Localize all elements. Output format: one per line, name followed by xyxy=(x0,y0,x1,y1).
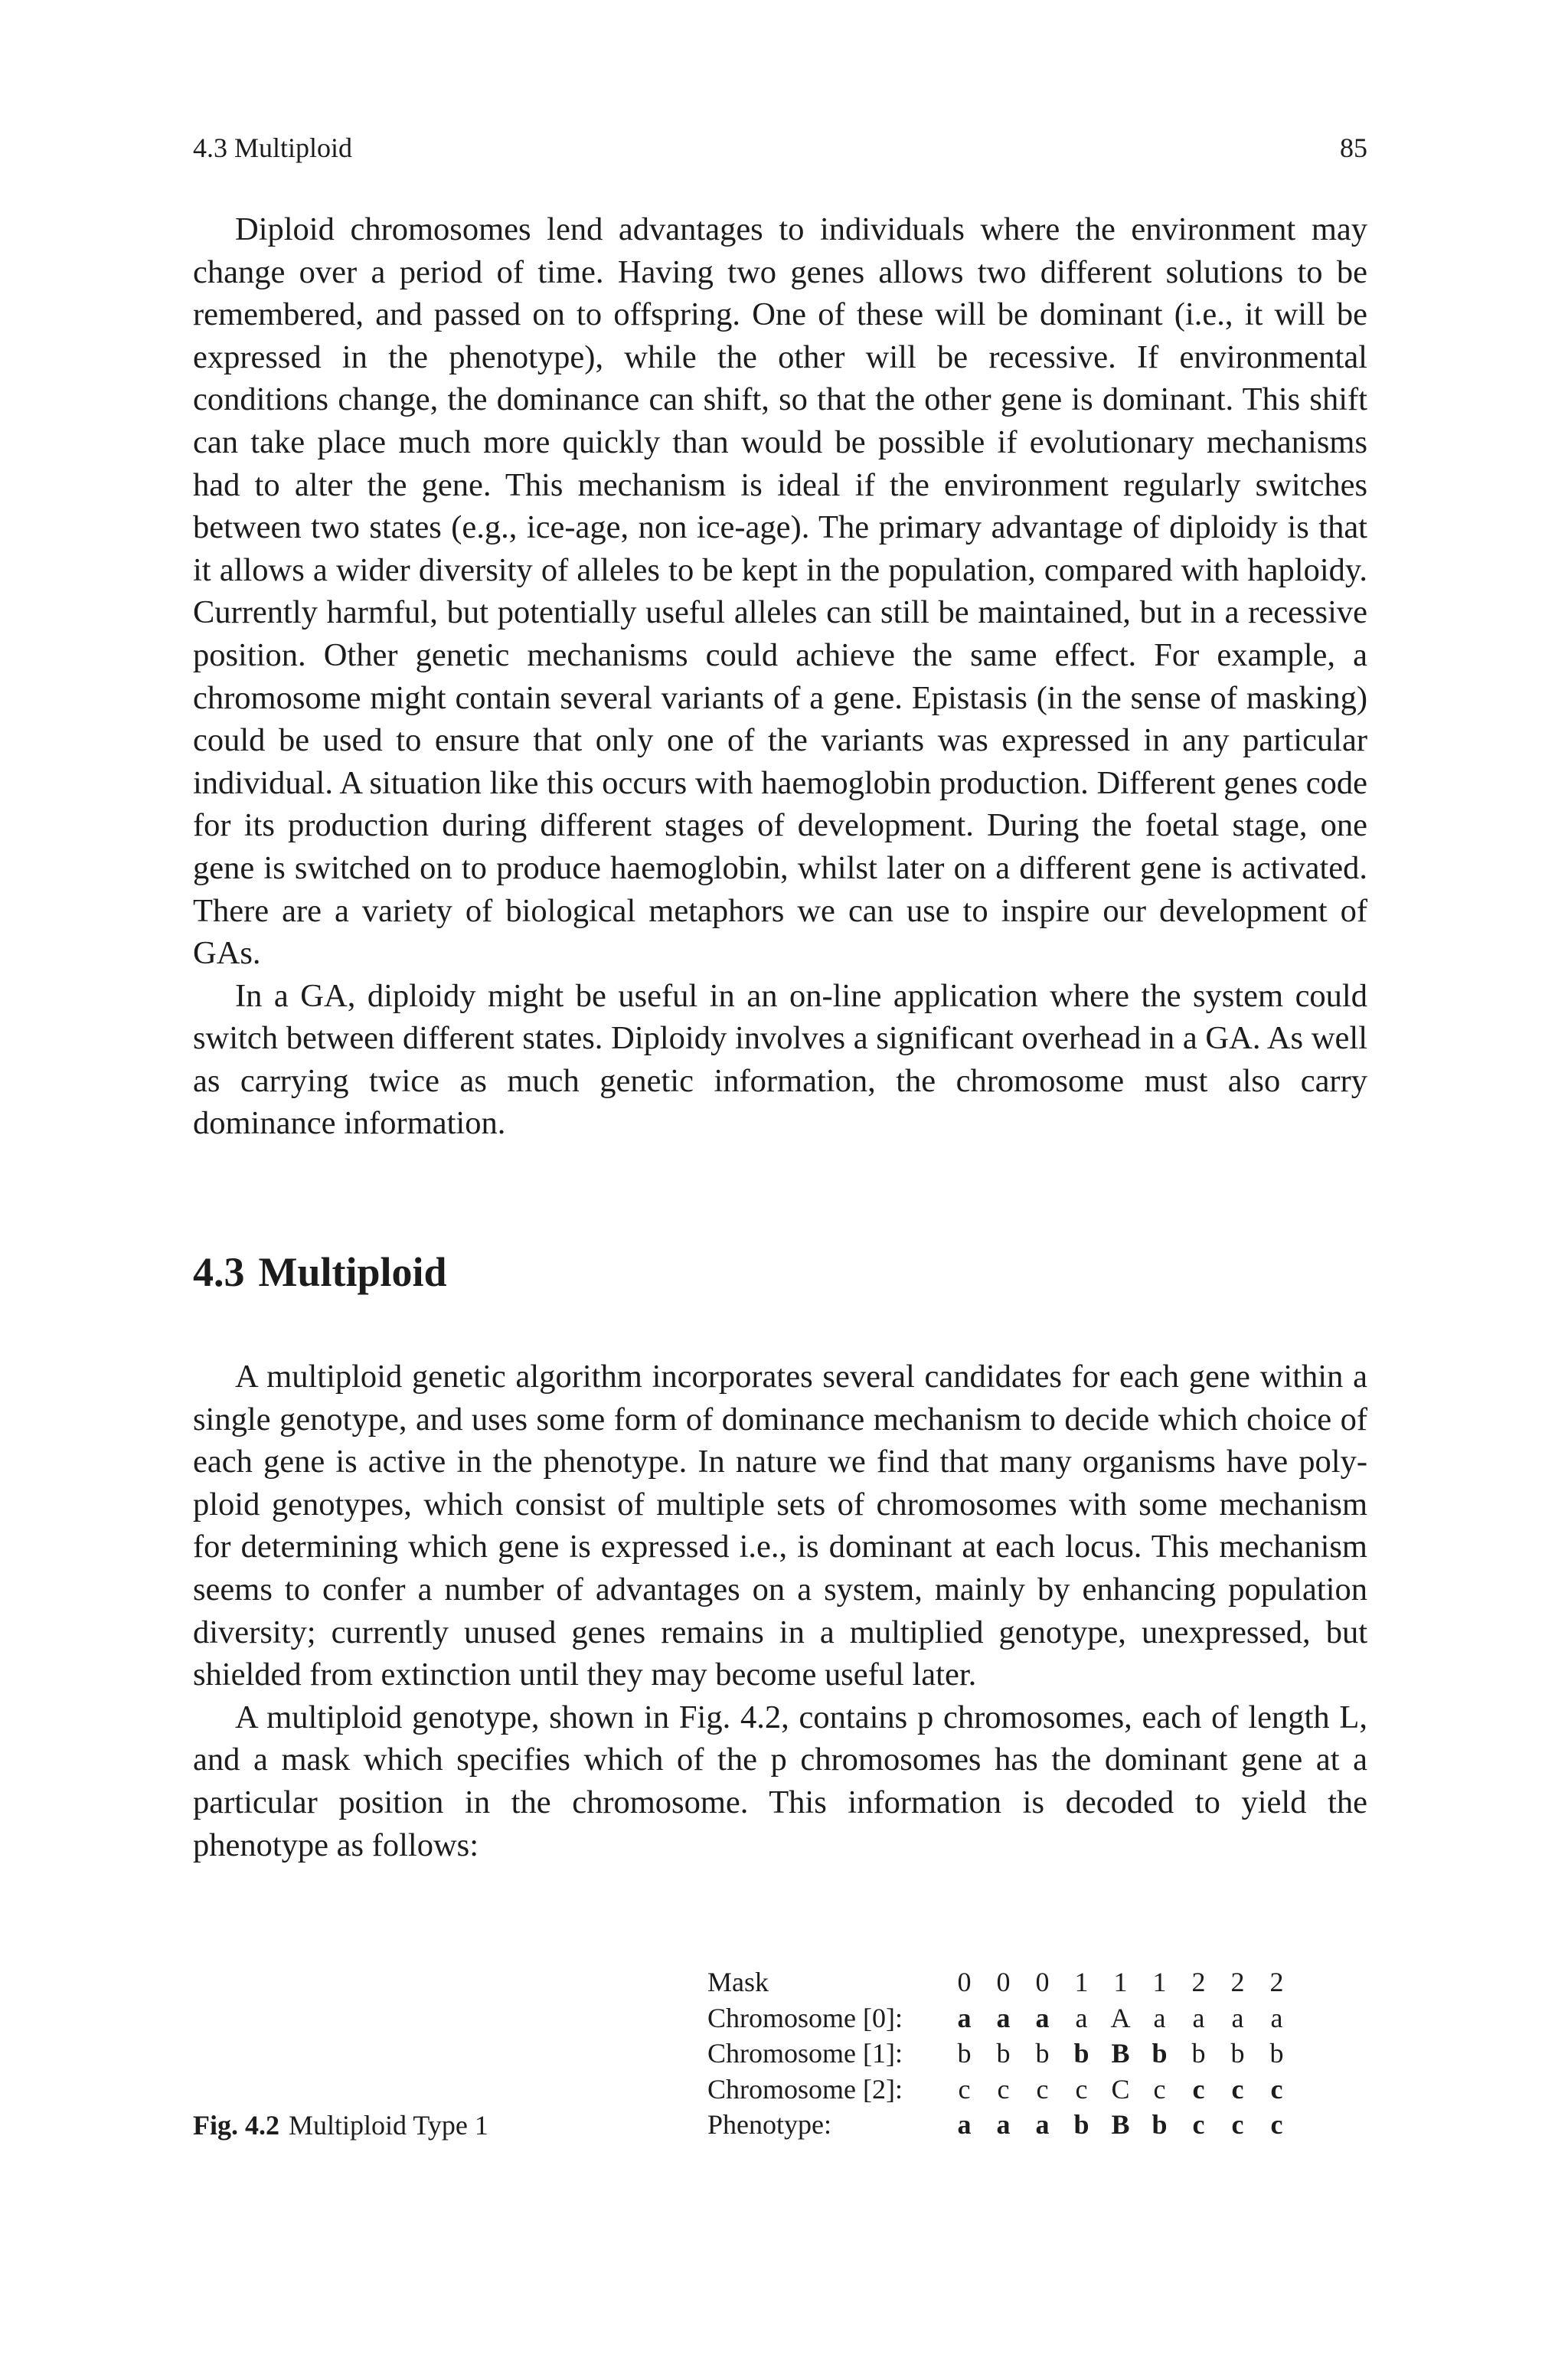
gene-cell: b xyxy=(1269,2038,1284,2069)
running-head-title: 4.3 Multiploid xyxy=(193,132,353,163)
gene-cell: b xyxy=(1152,2109,1168,2140)
figure-label: Fig. 4.2 xyxy=(193,2110,279,2141)
paragraph-diploidy-in-ga: In a GA, diploidy might be useful in an on-line application where the system could switch between different states. Diploidy involves a significant overhead in a GA. As well as carrying twice as much genetic information, the chromosome must also carry dominance information. xyxy=(193,977,1367,1142)
gene-cell: B xyxy=(1111,2038,1130,2069)
gene-cell: a xyxy=(1153,2002,1166,2033)
figure-4-2 xyxy=(193,1964,1367,2164)
figure-caption-text: Multiploid Type 1 xyxy=(289,2110,488,2141)
table-row xyxy=(707,2107,1296,2143)
table-row xyxy=(707,1964,1296,2000)
gene-cell: 1 xyxy=(1152,1967,1167,1997)
section-heading xyxy=(193,1245,447,1299)
gene-cell: A xyxy=(1110,2002,1131,2033)
gene-cell: c xyxy=(1270,2109,1283,2140)
gene-cell: a xyxy=(1035,2002,1050,2033)
gene-cell: a xyxy=(1035,2109,1050,2140)
gene-cell: 0 xyxy=(996,1967,1011,1997)
gene-cell: b xyxy=(957,2038,972,2069)
gene-cell: B xyxy=(1111,2109,1130,2140)
paragraph-diploid-advantages: Diploid chromosomes lend advantages to individuals where the environment may change over a period of time. Having two genes allows two different solutions to be remembered, and passed on to offspring. One of these will be dominant (i.e., it will be expressed in the phenotype), while the other will be recessive. If environmental conditions change, the dominance can shift, so that the other gene is dominant. This shift can take place much more quickly than would be possible if evolutionary mechanisms had to alter the gene. This mechanism is ideal if the environment regularly switches between two states (e.g., ice-age, non ice-age). The primary advantage of diploidy is that it allows a wider diversity of alleles to be kept in the population, compared with haploidy. Currently harmful, but potentially useful alleles can still be maintained, but in a recessive position. Other genetic mechanisms could achieve the same effect. For example, a chromosome might contain several variants of a gene. Epistasis (in the sense of masking) could be used to ensure that only one of the variants was expressed in any particular individual. A situation like this occurs with haemoglobin production. Different genes code for its production during different stages of development. During the foetal stage, one gene is switched on to produce haemoglobin, whilst later on a different gene is activated. There are a variety of biological metaphors we can use to inspire our development of GAs. xyxy=(193,211,1367,972)
gene-cell: a xyxy=(1270,2002,1283,2033)
section-number: 4.3 xyxy=(193,1249,245,1295)
table-row xyxy=(707,2036,1296,2072)
gene-cell: c xyxy=(1192,2109,1205,2140)
gene-cell: b xyxy=(996,2038,1011,2069)
row-label: Chromosome [0]: xyxy=(707,2002,903,2033)
gene-cell: b xyxy=(1230,2038,1245,2069)
gene-cell: 0 xyxy=(957,1967,972,1997)
gene-cell: c xyxy=(958,2073,971,2105)
gene-cell: c xyxy=(1270,2073,1283,2105)
row-label: Chromosome [1]: xyxy=(707,2038,903,2069)
row-label: Phenotype: xyxy=(707,2109,831,2140)
gene-cell: 2 xyxy=(1191,1967,1206,1997)
gene-cell: c xyxy=(1231,2109,1244,2140)
gene-cell: c xyxy=(997,2073,1010,2105)
gene-cell: c xyxy=(1075,2073,1088,2105)
section-title: Multiploid xyxy=(258,1249,447,1295)
gene-cell: a xyxy=(1192,2002,1205,2033)
gene-cell: a xyxy=(996,2002,1011,2033)
figure-caption xyxy=(193,2108,488,2143)
paragraph-multiploid-genotype: A multiploid genotype, shown in Fig. 4.2, contains p chromosomes, each of length L, and a mask which specifies which of the p chromosomes has the dominant gene at a particular position in the chromosome. This information is decoded to yield the phenotype as follows: xyxy=(193,1699,1367,1863)
page-number: 85 xyxy=(1340,132,1367,163)
gene-cell: a xyxy=(957,2002,972,2033)
body-text-after-section xyxy=(193,1356,1367,1866)
gene-cell: 1 xyxy=(1074,1967,1089,1997)
gene-cell: 1 xyxy=(1113,1967,1128,1997)
paragraph-multiploid-definition: A multiploid genetic algorithm incorporates several candidates for each gene within a single genotype, and uses some form of dominance mechanism to decide which choice of each gene is active in the phenotype. In nature we find that many organisms have poly-ploid genotypes, which consist of multiple sets of chromosomes with some mechanism for determining which gene is expressed i.e., is dominant at each locus. This mechanism seems to confer a number of advantages on a system, mainly by enhancing population diversity; currently unused genes remains in a multiplied genotype, unexpressed, but shielded from extinction until they may become useful later. xyxy=(193,1359,1367,1693)
table-row xyxy=(707,2072,1296,2108)
row-label: Mask xyxy=(707,1967,769,1997)
row-label: Chromosome [2]: xyxy=(707,2073,903,2105)
gene-cell: 2 xyxy=(1230,1967,1245,1997)
gene-cell: a xyxy=(957,2109,972,2140)
gene-cell: 0 xyxy=(1035,1967,1050,1997)
table-row xyxy=(707,2000,1296,2036)
gene-cell: 2 xyxy=(1269,1967,1284,1997)
gene-cell: b xyxy=(1035,2038,1050,2069)
gene-cell: a xyxy=(1231,2002,1244,2033)
gene-cell: c xyxy=(1231,2073,1244,2105)
gene-cell: b xyxy=(1152,2038,1168,2069)
gene-cell: b xyxy=(1073,2109,1089,2140)
gene-cell: a xyxy=(1075,2002,1088,2033)
gene-cell: C xyxy=(1111,2073,1130,2105)
multiploid-table xyxy=(707,1964,1296,2143)
gene-cell: c xyxy=(1153,2073,1166,2105)
gene-cell: a xyxy=(996,2109,1011,2140)
gene-cell: b xyxy=(1191,2038,1206,2069)
gene-cell: c xyxy=(1192,2073,1205,2105)
gene-cell: c xyxy=(1036,2073,1049,2105)
running-head xyxy=(193,130,1367,165)
gene-cell: b xyxy=(1073,2038,1089,2069)
body-text-before-section xyxy=(193,208,1367,1145)
